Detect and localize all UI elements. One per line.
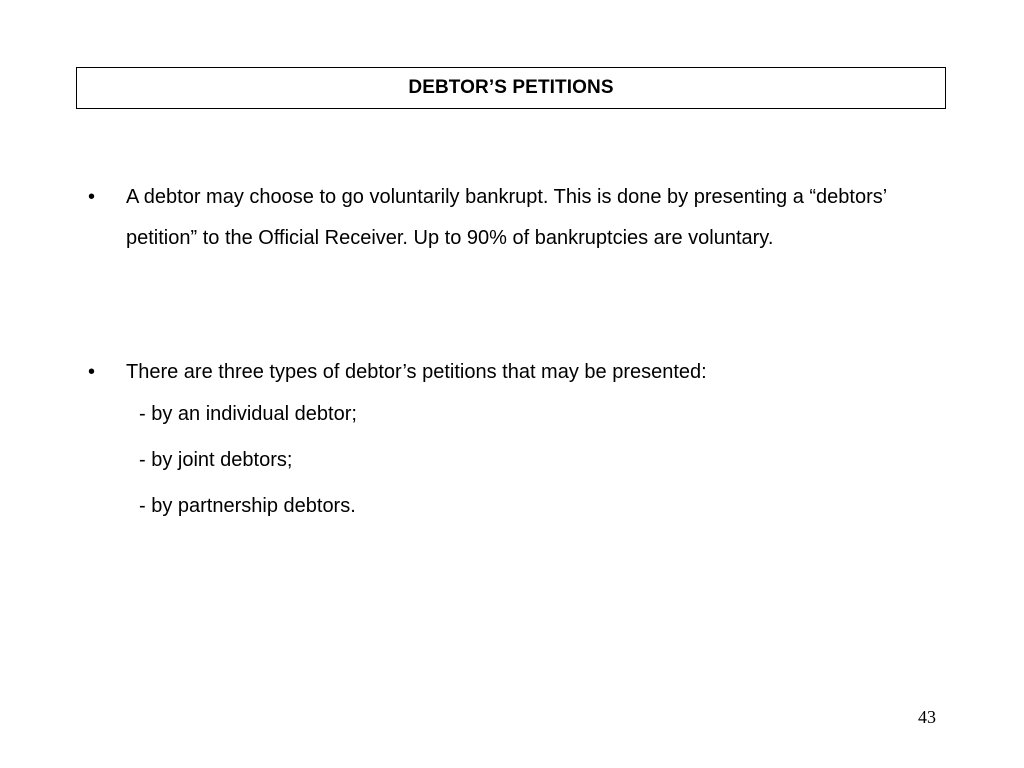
sub-list-item: - by an individual debtor; <box>139 403 357 425</box>
bullet-text: A debtor may choose to go voluntarily bankrupt. This is done by presenting a “debtors’ petition” to the Official Receiver. Up to 90% of bankruptcies are voluntary. <box>126 186 887 249</box>
bullet-text: There are three types of debtor’s petitions that may be presented: <box>126 361 707 383</box>
bullet-icon: • <box>88 361 96 383</box>
bullet-point <box>84 177 914 258</box>
slide-title: DEBTOR’S PETITIONS <box>408 77 614 98</box>
page-number: 43 <box>918 707 936 727</box>
bullet-icon: • <box>88 186 96 208</box>
sub-list-item: - by joint debtors; <box>139 449 293 471</box>
title-box <box>76 67 946 109</box>
sub-list-item: - by partnership debtors. <box>139 495 356 517</box>
bullet-point <box>84 352 914 393</box>
